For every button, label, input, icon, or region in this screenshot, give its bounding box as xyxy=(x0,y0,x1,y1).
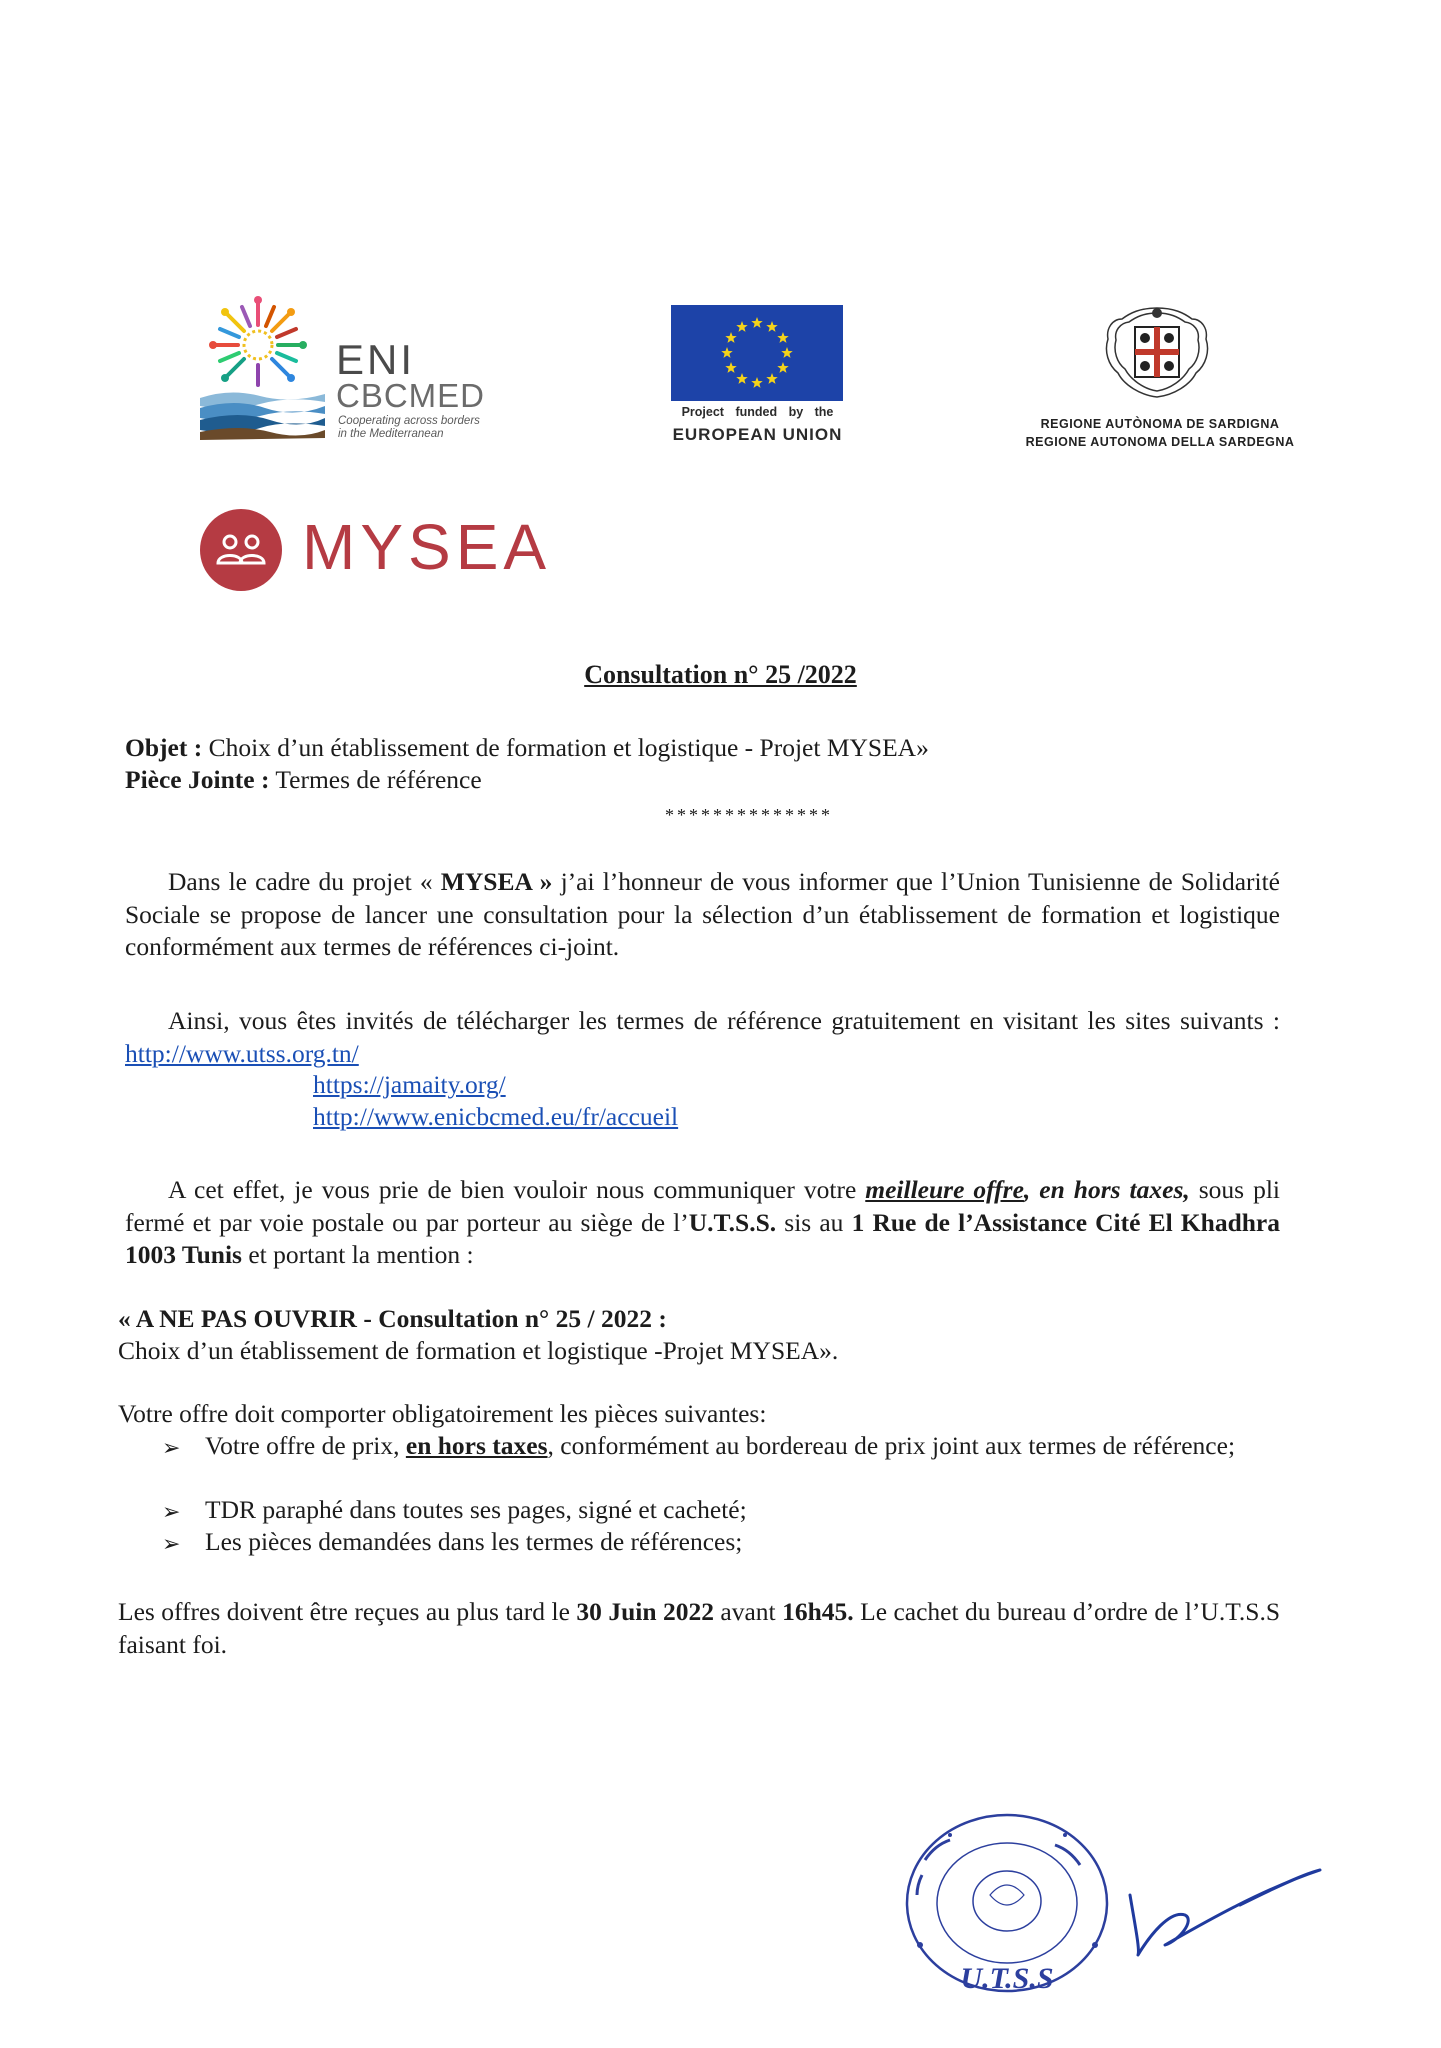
text-run: Dans le cadre du projet « xyxy=(168,867,441,896)
text-run: Ainsi, vous êtes invités de télécharger les termes de référence gratuitement en visitant les sites suivants : xyxy=(168,1006,1280,1035)
eni-tagline xyxy=(338,415,568,441)
utss-stamp xyxy=(895,1805,1125,2005)
link-enicbcmed[interactable]: http://www.enicbcmed.eu/fr/accueil xyxy=(313,1102,679,1131)
text-run: A cet effet, je vous prie de bien vouloir nous communiquer votre xyxy=(168,1175,866,1204)
eu-funded-text: Project funded by the xyxy=(681,405,834,419)
objet-line xyxy=(125,732,929,764)
text-run: avant xyxy=(713,1597,783,1626)
eu-flag-icon xyxy=(671,305,843,401)
requirement-item: TDR paraphé dans toutes ses pages, signé et cacheté; xyxy=(205,1495,747,1524)
offer-requirements-intro: Votre offre doit comporter obligatoirement les pièces suivantes: xyxy=(118,1399,767,1428)
signature xyxy=(1110,1855,1330,1965)
text-run: et portant la mention : xyxy=(241,1240,474,1269)
sardegna-logo xyxy=(990,305,1330,465)
separator-stars: ************** xyxy=(665,805,833,825)
text-run: sous pli fermé et par voie postale ou par porteur au siège de l’ xyxy=(125,1175,1280,1237)
sardegna-name-italian: REGIONE AUTONOMA DELLA SARDEGNA xyxy=(1025,435,1295,449)
document-title: Consultation n° 25 /2022 xyxy=(584,660,857,689)
text-run: Le cachet du bureau d’ordre de l’U.T.S.S faisant foi. xyxy=(118,1597,1280,1659)
eni-subname: CBCMED xyxy=(336,377,486,414)
link-jamaity[interactable]: https://jamaity.org/ xyxy=(313,1070,506,1099)
eni-name: ENI xyxy=(336,336,416,383)
mysea-people-icon xyxy=(200,509,282,591)
link-utss[interactable]: http://www.utss.org.tn/ xyxy=(125,1038,359,1068)
text-run: , conformément au bordereau de prix joint aux termes de référence; xyxy=(547,1431,1236,1460)
eu-union-text: EUROPEAN UNION xyxy=(672,425,843,444)
text-run: j’ai l’honneur de vous informer que l’Union Tunisienne de Solidarité Sociale se propose de lancer une consultation pour la sélection d’un établissement de formation et logistique conformément aux termes de références ci-joint. xyxy=(125,867,1280,961)
piece-jointe-line xyxy=(125,764,482,796)
eu-funding-logo xyxy=(665,305,850,455)
hors-taxes-underlined: en hors taxes xyxy=(405,1431,548,1460)
utss-address: 1 Rue de l’Assistance Cité El Khadhra 1003 Tunis xyxy=(125,1207,1281,1269)
objet-label: Objet : xyxy=(125,733,203,762)
text-run: Les offres doivent être reçues au plus tard le xyxy=(118,1597,577,1626)
eni-tagline-line: Cooperating across borders xyxy=(338,415,480,427)
project-name: MYSEA » xyxy=(440,867,553,896)
mysea-wordmark: MYSEA xyxy=(302,511,552,583)
stamp-text: U.T.S.S xyxy=(960,1962,1054,1995)
mysea-logo xyxy=(200,505,620,595)
sardegna-name-sardinian: REGIONE AUTÒNOMA DE SARDIGNA xyxy=(1040,417,1280,431)
bullet-arrow-icon: ➢ xyxy=(162,1435,181,1460)
link-enicbcmed-line xyxy=(313,1101,678,1133)
hors-taxes-emphasis: , en hors taxes, xyxy=(1023,1175,1190,1204)
eni-cbcmed-logo xyxy=(200,295,550,455)
mention-line-2: Choix d’un établissement de formation et logistique -Projet MYSEA». xyxy=(118,1336,839,1365)
eni-tagline-line: in the Mediterranean xyxy=(338,428,444,440)
text-run: sis au xyxy=(776,1207,852,1237)
paragraph-deadline xyxy=(118,1596,1280,1661)
deadline-time: 16h45. xyxy=(782,1597,854,1626)
objet-text: Choix d’un établissement de formation et logistique - Projet MYSEA» xyxy=(202,733,929,762)
eni-waves-icon xyxy=(200,388,325,443)
sardegna-coat-of-arms-icon xyxy=(1100,305,1215,400)
link-jamaity-line xyxy=(313,1069,506,1101)
paragraph-intro xyxy=(125,866,1280,964)
bullet-arrow-icon: ➢ xyxy=(162,1499,181,1524)
requirement-item: Les pièces demandées dans les termes de références; xyxy=(205,1527,743,1556)
best-offer-emphasis: meilleure offre xyxy=(865,1175,1024,1204)
piece-jointe-text: Termes de référence xyxy=(269,765,482,794)
deadline-date: 30 Juin 2022 xyxy=(576,1597,714,1626)
bullet-arrow-icon: ➢ xyxy=(162,1531,181,1556)
requirement-item xyxy=(205,1430,1280,1462)
mention-line-1: « A NE PAS OUVRIR - Consultation n° 25 / 2022 : xyxy=(118,1304,667,1333)
piece-jointe-label: Pièce Jointe : xyxy=(125,765,270,794)
utss-name: U.T.S.S. xyxy=(688,1207,777,1237)
text-run: Votre offre de prix, xyxy=(205,1431,406,1460)
paragraph-offer-request xyxy=(125,1174,1280,1272)
paragraph-download xyxy=(125,1005,1280,1070)
